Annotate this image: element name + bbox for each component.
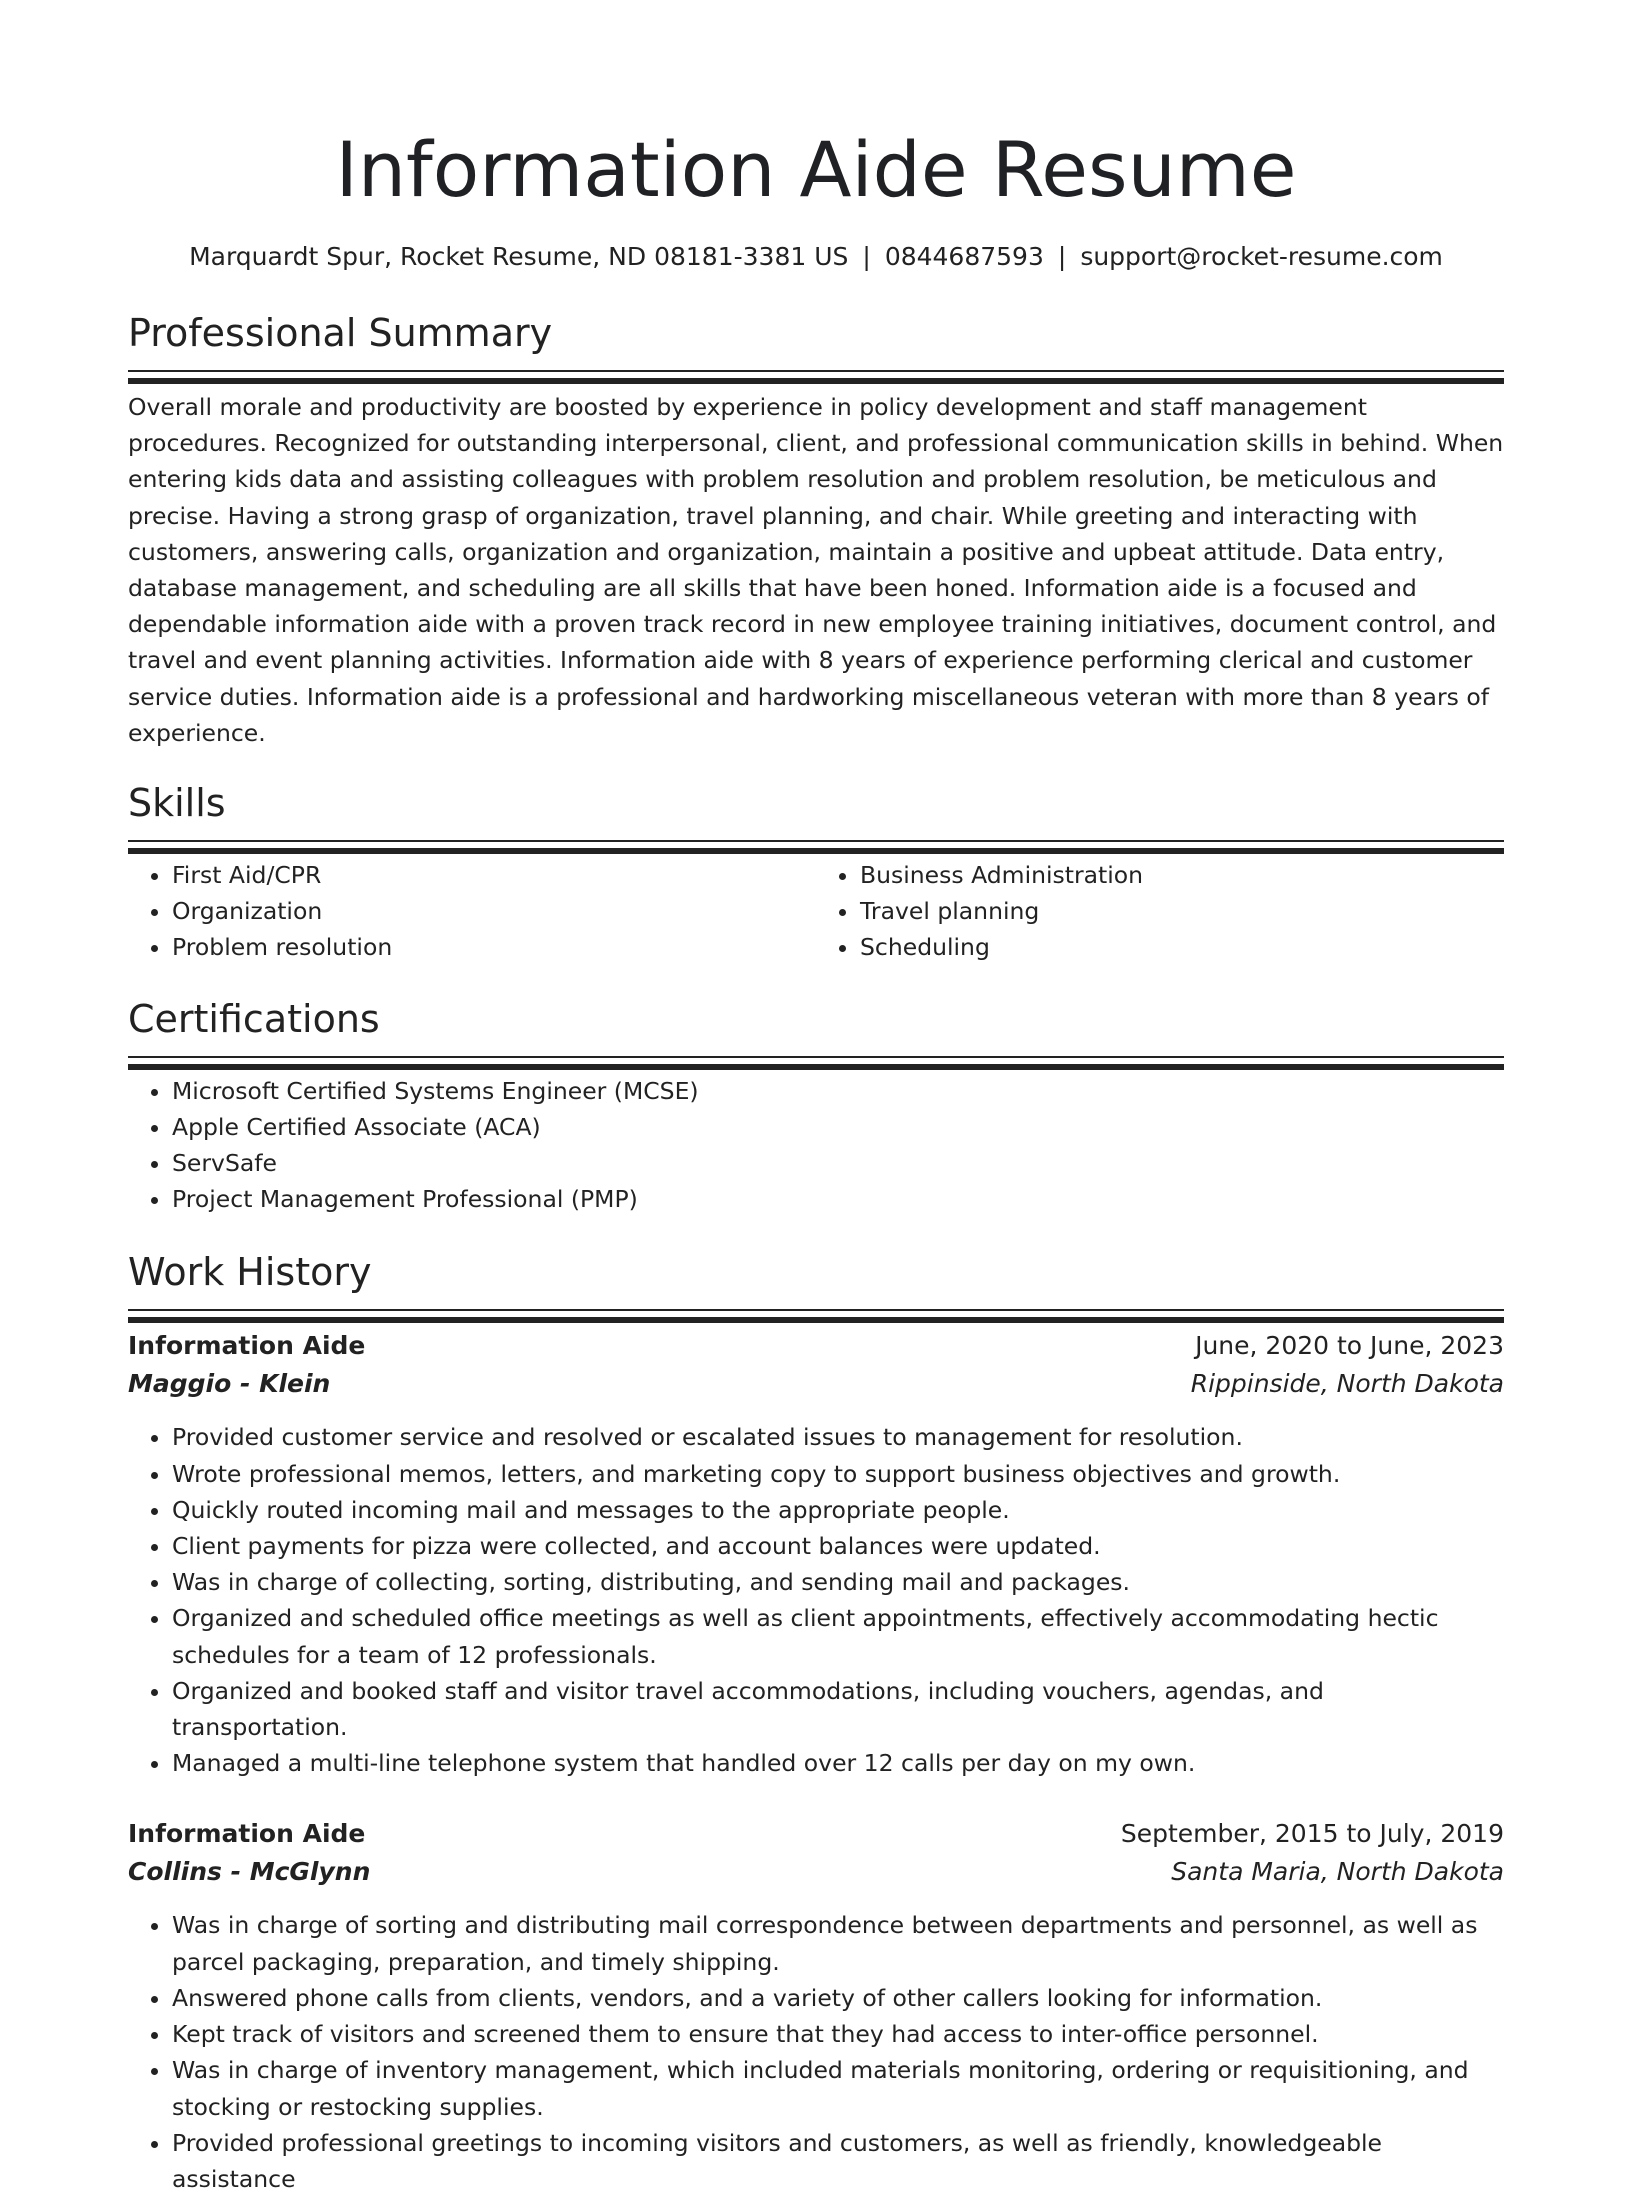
job-duty: • Answered phone calls from clients, vendors, and a variety of other callers looking for information.	[172, 1980, 1504, 2016]
job-duty: • Managed a multi-line telephone system that handled over 12 calls per day on my own.	[172, 1745, 1504, 1781]
job-duties-list	[128, 1907, 1504, 2197]
certification-item: • Apple Certified Associate (ACA)	[172, 1109, 1504, 1145]
skills-list-left	[128, 857, 816, 966]
job-duty: • Organized and booked staff and visitor travel accommodations, including vouchers, agendas, and transportation.	[172, 1673, 1504, 1745]
certifications-list	[128, 1073, 1504, 1218]
skills-list-right	[816, 857, 1504, 966]
certification-item: • Microsoft Certified Systems Engineer (MCSE)	[172, 1073, 1504, 1109]
skill-item: • Business Administration	[860, 857, 1504, 893]
skill-item: • Scheduling	[860, 929, 1504, 965]
job-location: Santa Maria, North Dakota	[1171, 1857, 1504, 1887]
job-company: Collins - McGlynn	[128, 1857, 371, 1887]
skill-item: • Travel planning	[860, 893, 1504, 929]
work-history-section	[128, 1247, 1504, 2197]
section-divider	[128, 1056, 1504, 1058]
contact-separator: |	[1057, 242, 1067, 271]
summary-section	[128, 308, 1504, 751]
contact-line	[128, 240, 1504, 274]
certification-item: • ServSafe	[172, 1145, 1504, 1181]
job-duty: • Wrote professional memos, letters, and marketing copy to support business objectives and growth.	[172, 1456, 1504, 1492]
summary-text: Overall morale and productivity are boosted by experience in policy development and staff management procedures. Recognized for outstanding interpersonal, client, and professional communication skills in behind. When entering kids data and assisting colleagues with problem resolution and problem resolution, be meticulous and precise. Having a strong grasp of organization, travel planning, and chair. While greeting and interacting with customers, answering calls, organization and organization, maintain a positive and upbeat attitude. Data entry, database management, and scheduling are all skills that have been honed. Information aide is a focused and dependable information aide with a proven track record in new employee training initiatives, document control, and travel and event planning activities. Information aide with 8 years of experience performing clerical and customer service duties. Information aide is a professional and hardworking miscellaneous veteran with more than 8 years of experience.	[128, 393, 1504, 747]
job-header	[128, 1327, 1504, 1365]
job-title: Information Aide	[128, 1819, 366, 1849]
job-duty: • Organized and scheduled office meetings as well as client appointments, effectively accommodating hectic schedules for a team of 12 professionals.	[172, 1600, 1504, 1672]
job-title: Information Aide	[128, 1331, 366, 1361]
job-dates: September, 2015 to July, 2019	[1120, 1819, 1504, 1849]
job-duty: • Provided customer service and resolved or escalated issues to management for resolution.	[172, 1419, 1504, 1455]
skills-columns	[128, 857, 1504, 966]
job-location: Rippinside, North Dakota	[1190, 1369, 1504, 1399]
resume-page	[128, 0, 1504, 2197]
job-subheader	[128, 1365, 1504, 1403]
page-title: Information Aide Resume	[335, 125, 1297, 214]
contact-phone: 0844687593	[884, 242, 1044, 271]
skill-item: • First Aid/CPR	[172, 857, 816, 893]
section-divider	[128, 1309, 1504, 1311]
job-duty: • Kept track of visitors and screened them to ensure that they had access to inter-office personnel.	[172, 2016, 1504, 2052]
certifications-section	[128, 994, 1504, 1218]
job-duty: • Client payments for pizza were collected, and account balances were updated.	[172, 1528, 1504, 1564]
skills-heading: Skills	[128, 781, 226, 826]
job-entry	[128, 1327, 1504, 1781]
contact-address: Marquardt Spur, Rocket Resume, ND 08181-3381 US	[189, 242, 849, 271]
job-company: Maggio - Klein	[128, 1369, 331, 1399]
job-duty: • Was in charge of inventory management, which included materials monitoring, ordering or requisitioning, and stocking or restocking supplies.	[172, 2052, 1504, 2124]
section-divider	[128, 370, 1504, 372]
skills-section	[128, 778, 1504, 966]
job-entry	[128, 1815, 1504, 2197]
job-duty: • Quickly routed incoming mail and messages to the appropriate people.	[172, 1492, 1504, 1528]
skill-item: • Problem resolution	[172, 929, 816, 965]
contact-email[interactable]: support@rocket-resume.com	[1080, 242, 1443, 271]
work-history-heading: Work History	[128, 1250, 372, 1295]
summary-heading: Professional Summary	[128, 311, 553, 355]
contact-separator: |	[862, 242, 871, 271]
job-duties-list	[128, 1419, 1504, 1781]
job-header	[128, 1815, 1504, 1853]
job-duty: • Was in charge of collecting, sorting, distributing, and sending mail and packages.	[172, 1564, 1504, 1600]
job-duty: • Was in charge of sorting and distributing mail correspondence between departments and personnel, as well as parcel packaging, preparation, and timely shipping.	[172, 1907, 1504, 1979]
job-subheader	[128, 1853, 1504, 1891]
job-duty: • Provided professional greetings to incoming visitors and customers, as well as friendly, knowledgeable assistance	[172, 2125, 1504, 2197]
section-divider	[128, 840, 1504, 842]
certification-item: • Project Management Professional (PMP)	[172, 1181, 1504, 1217]
job-dates: June, 2020 to June, 2023	[1195, 1331, 1504, 1361]
certifications-heading: Certifications	[128, 996, 380, 1041]
skill-item: • Organization	[172, 893, 816, 929]
